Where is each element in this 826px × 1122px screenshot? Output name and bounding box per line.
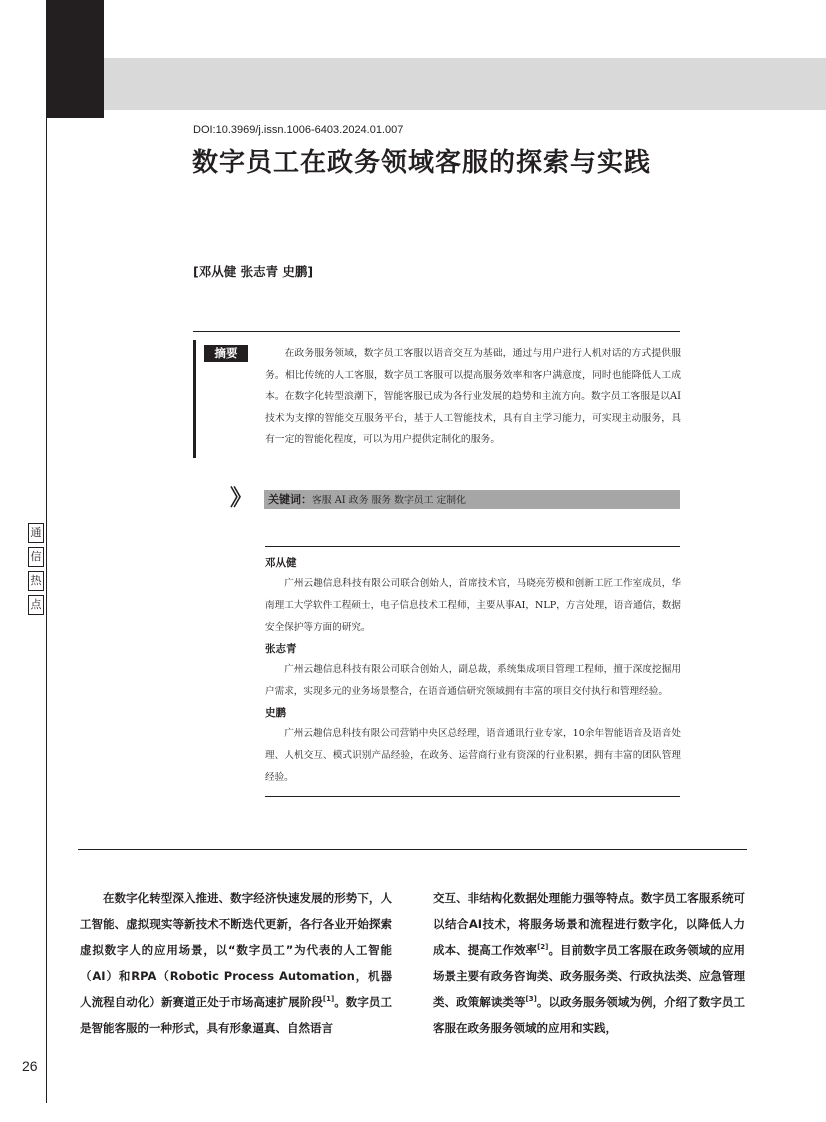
body-column-right [433, 885, 745, 1041]
body-text: 。目前数字员工客服在政务领域的应用场景主要有政务咨询类、政务服务类、行政执法类、应急管理类、政策解读类等 [433, 943, 746, 1009]
abstract-label: 摘要 [204, 345, 248, 362]
body-top-rule [78, 849, 747, 850]
page-number: 26 [22, 1058, 38, 1074]
section-label-char: 通 [28, 523, 44, 543]
abstract-top-rule [193, 331, 680, 332]
bio-text: 广州云趣信息科技有限公司联合创始人，首席技术官，马晓亮劳模和创新工匠工作室成员，华南理工大学软件工程硕士，电子信息技术工程师，主要从事AI，NLP，方言处理，语音通信，数据安全保护等方面的研究。 [265, 578, 681, 633]
section-label-char: 点 [28, 595, 44, 615]
bio-name: 张志青 [265, 643, 297, 655]
abstract-text: 在政务服务领域，数字员工客服以语音交互为基础，通过与用户进行人机对话的方式提供服务。相比传统的人工客服，数字员工客服可以提高服务效率和客户满意度，同时也能降低人工成本。在数字化转型浪潮下，智能客服已成为各行业发展的趋势和主流方向。数字员工客服是以AI技术为支撑的智能交互服务平台，基于人工智能技术，具有自主学习能力，可实现主动服务，具有一定的智能化程度，可以为用户提供定制化的服务。 [265, 348, 681, 445]
header-gray-band [104, 58, 826, 110]
header-black-tab [46, 0, 104, 118]
author-list: [邓从健 张志青 史鹏] [193, 264, 314, 279]
reference-marker: [2] [537, 943, 549, 952]
body-text: 。数字员工是智能客服的一种形式，具有形象逼真、自然语言 [80, 995, 393, 1035]
article-title: 数字员工在政务领域客服的探索与实践 [192, 148, 652, 178]
author-bios [265, 553, 681, 789]
left-margin-rule [46, 118, 47, 1103]
reference-marker: [3] [525, 995, 537, 1004]
abstract-side-bar [193, 340, 196, 458]
body-text: 。以政务服务领域为例，介绍了数字员工客服在政务服务领域的应用和实践， [433, 995, 746, 1035]
reference-marker: [1] [322, 995, 335, 1004]
keywords-value: 客服 AI 政务 服务 数字员工 定制化 [312, 495, 466, 506]
bio-text: 广州云趣信息科技有限公司联合创始人，副总裁，系统集成项目管理工程师，擅于深度挖掘用户需求，实现多元的业务场景整合，在语音通信研究领域拥有丰富的项目交付执行和管理经验。 [265, 664, 681, 697]
section-label-char: 热 [28, 571, 44, 591]
body-column-left [80, 885, 392, 1041]
bio-bottom-rule [265, 796, 680, 797]
bio-name: 邓从健 [265, 557, 297, 569]
body-text: 在数字化转型深入推进、数字经济快速发展的形势下，人工智能、虚拟现实等新技术不断迭代更新，各行各业开始探索虚拟数字人的应用场景，以“数字员工”为代表的人工智能（AI）和RPA（Robotic Process Automation，机器人流程自动化）新赛道正处于市场高速扩展阶段 [80, 891, 392, 1009]
bio-name: 史鹏 [265, 707, 286, 719]
keywords-bar [264, 490, 680, 509]
section-label-char: 信 [28, 547, 44, 567]
bio-top-rule [265, 546, 680, 547]
section-label [28, 523, 44, 619]
double-chevron-icon: 》 [230, 486, 253, 511]
bio-text: 广州云趣信息科技有限公司营销中央区总经理，语音通讯行业专家，10余年智能语音及语音处理、人机交互、模式识别产品经验，在政务、运营商行业有资深的行业积累，拥有丰富的团队管理经验。 [265, 728, 681, 783]
keywords-label: 关键词： [268, 493, 312, 506]
doi: DOI:10.3969/j.issn.1006-6403.2024.01.007 [193, 124, 404, 136]
body-text: 交互、非结构化数据处理能力强等特点。数字员工客服系统可以结合AI技术，将服务场景和流程进行数字化，以降低人力成本、提高工作效率 [433, 891, 745, 957]
